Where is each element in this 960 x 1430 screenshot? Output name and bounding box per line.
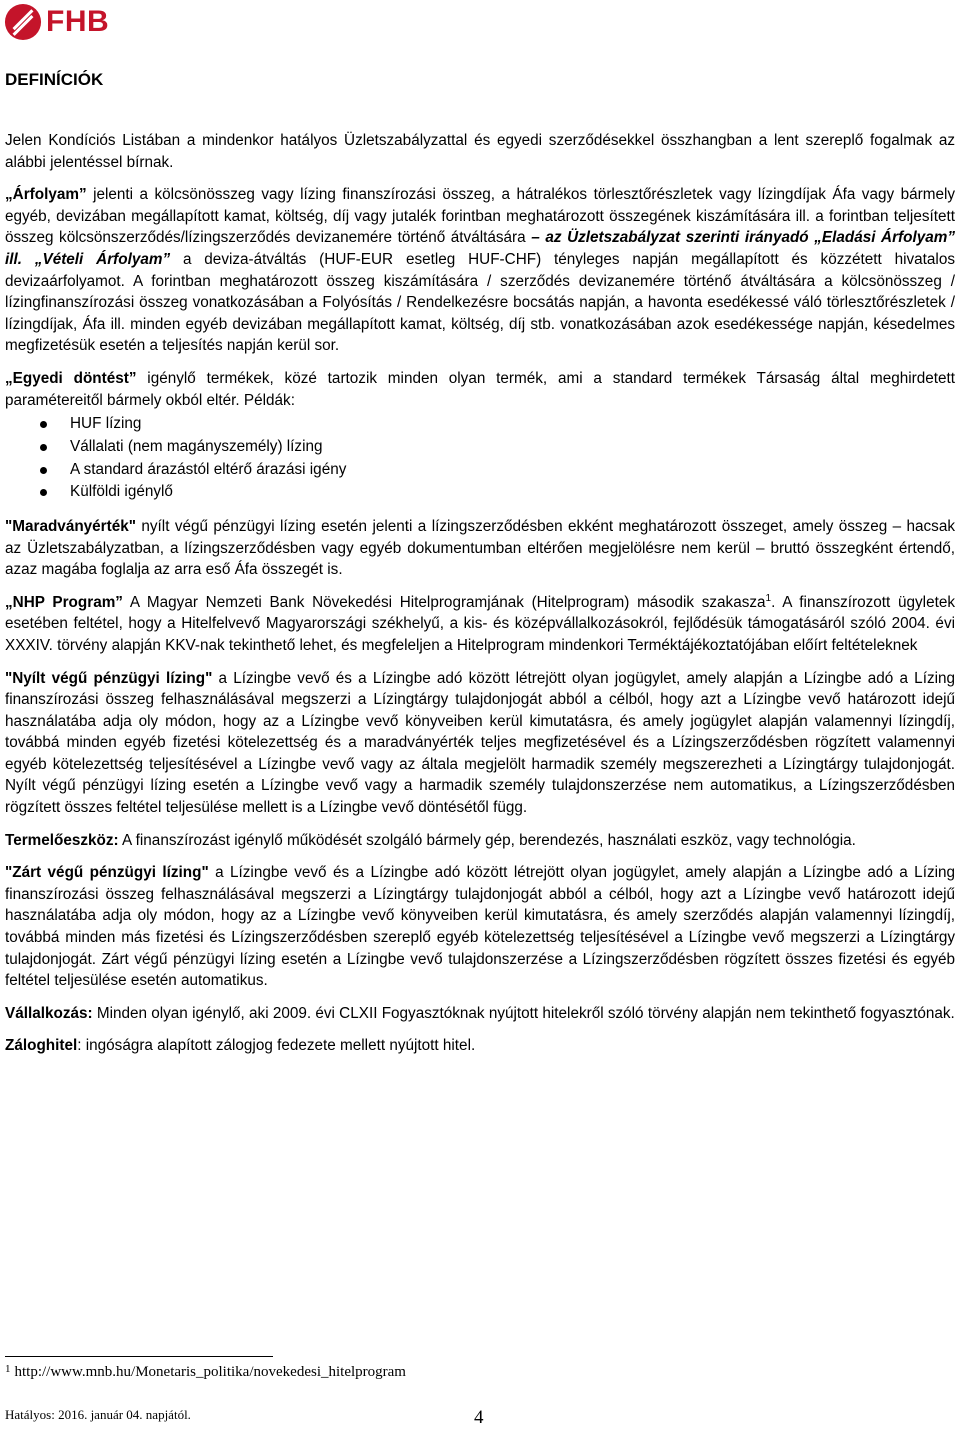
page-title: DEFINÍCIÓK [5,70,104,89]
definition-nhp: „NHP Program” A Magyar Nemzeti Bank Növekedési Hitelprogramjának (Hitelprogram) második szakasza$^1$. A finanszírozott ügyletek esetében feltétel, hogy a Hitelfelvevő Magyarországi székhelyű, a kis- és középvállalkozásokról, fejlődésük támogatásáról szóló 2004. évi XXXIV. törvény alapján KKV-nak tekinthető lehet, és megfeleljen a Hitelprogram mindenkori Terméktájékoztatójában előírt feltételeknek [5,592,955,654]
page-number: 4 [474,1407,484,1428]
fhb-logo-icon [4,3,42,41]
definition-maradvanyertek: "Maradványérték" nyílt végű pénzügyi lízing esetén jelenti a lízingszerződésben ekként meghatározott összeget, amely összeg – hacsak az Üzletszabályzatban, a lízingszerződésben vagy egyéb dokumentumban eltérően megjelölésre nem kerül – bruttó összegként értendő, azaz magába foglalja az arra eső Áfa összegét is. [5,517,955,579]
list-item: Vállalati (nem magányszemély) lízing [70,436,955,459]
term-label: „Egyedi döntést” [5,369,137,387]
fhb-logo [4,2,109,42]
footnote [5,1364,406,1381]
intro-paragraph: Jelen Kondíciós Listában a mindenkor hatályos Üzletszabályzattal és egyedi szerződésekkel összhangban a lent szereplő fogalmak az alábbi jelentéssel bírnak. [5,132,955,171]
definition-vallalkozas: Vállalkozás: Minden olyan igénylő, aki 2009. évi CLXII Fogyasztóknak nyújtott hitelekről szóló törvény alapján nem tekinthető fogyasztónak. [5,1004,955,1022]
term-label: Záloghitel [5,1037,78,1055]
definition-arfolyam: „Árfolyam” jelenti a kölcsönösszeg vagy lízing finanszírozási összeg, a hátralékos törlesztőrészletek vagy lízingdíjak Áfa vagy bármely egyéb, devizában megállapított kamat, költség, díj vagy jutalék forintban meghatározott összegének kiszámítására ill. a forintban teljesített összeg kölcsönszerződés/lízingszerződés devizanemére történő átváltására – az Üzletszabályzat szerinti irányadó „Eladási Árfolyam” ill. „Vételi Árfolyam” a deviza-átváltás (HUF-EUR esetleg HUF-CHF) tényleges napján megállapított és közzétett hivatalos devizaárfolyamot. A forintban meghatározott összeg kiszámítására / szerződés devizanemére történő átváltására a kölcsönösszeg / lízingfinanszírozási összeg vonatkozásában a Folyósítás / Rendelkezésre bocsátás napján, a havonta esedékessé váló törlesztőrészletek / lízingdíjak, Áfa ill. minden egyéb devizában megállapított kamat, költség, díj stb. vonatkozásában azok esedékessége napján, késedelmes megfizetésük esetén a teljesítés napján kerül sor. [5,186,956,355]
footnote-number: 1 [5,1363,11,1375]
term-label: Vállalkozás: [5,1004,93,1022]
definition-zaloghitel: Záloghitel: ingóságra alapított zálogjog fedezete mellett nyújtott hitel. [5,1037,476,1055]
term-label: "Maradványérték" [5,517,136,535]
list-item: HUF lízing [70,413,955,436]
examples-list [5,413,955,504]
definition-nyilt-vegu: "Nyílt végű pénzügyi lízing" a Lízingbe vevő és a Lízingbe adó között létrejött olyan jogügylet, amely alapján a Lízingbe adó a Lízing finanszírozási összeg felhasználásával megszerzi a Lízingtárgy tulajdonjogát abból a célból, hogy azt a Lízingbe vevő határozott idejű használatába adja oly módon, hogy az a Lízingbe vevő könyveiben kerül kimutatásra, és amely jogügylet alapján valamennyi lízingdíj, továbbá minden egyéb fizetési kötelezettség és a maradványérték teljes megfizetésével és a Lízingszerződésben rögzített valamennyi egyéb kötelezettség teljesítésével a Lízingbe vevő vagy az általa megjelölt harmadik személy megszerezheti a Lízingtárgy tulajdonjogát. Nyílt végű pénzügyi lízing esetén a Lízingbe vevő vagy a harmadik személy tulajdonszerzése nem automatikus, a Lízingszerződésben rögzített összes feltétel teljesülése mellett is a Lízingbe vevő döntésétől függ. [5,669,955,817]
definition-egyedi: „Egyedi döntést” igénylő termékek, közé tartozik minden olyan termék, ami a standard termékek Társaság által meghirdetett paramétereitől bármely okból eltér. Példák: [5,369,956,409]
list-item: A standard árazástól eltérő árazási igény [70,459,955,482]
reference-text: – az Üzletszabályzat szerinti irányadó „Eladási Árfolyam” ill. „Vételi Árfolyam” [5,229,956,268]
definition-termeloeszkoz: Termelőeszköz: A finanszírozást igénylő működését szolgáló bármely gép, berendezés, használati eszköz, vagy technológia. [5,831,856,849]
term-label: "Nyílt végű pénzügyi lízing" [5,669,213,687]
list-item: Külföldi igénylő [70,481,955,504]
term-label: „NHP Program” [5,593,123,611]
definition-zart-vegu: "Zárt végű pénzügyi lízing" a Lízingbe vevő és a Lízingbe adó között létrejött olyan jogügylet, amely alapján a Lízingbe adó a Lízing finanszírozási összeg felhasználásával megszerzi a Lízingtárgy tulajdonjogát abból a célból, hogy azt a Lízingbe vevő határozott idejű használatába adja oly módon, hogy az a Lízingbe vevő könyveiben kerül kimutatásra, és amely szerződés alapján valamennyi lízingdíj, továbbá minden más fizetési és Lízingszerződésben szereplő egyéb kötelezettség teljesítésével a Lízingbe vevő megszerzi a Lízingtárgy tulajdonjogát. Zárt végű pénzügyi lízing esetén a Lízingbe vevő tulajdonszerzése a Lízingszerződésben rögzített összes fizetési és egyéb feltétel teljesülése esetén automatikus. [5,864,956,990]
effective-date: Hatályos: 2016. január 04. napjától. [5,1407,191,1422]
term-label: "Zárt végű pénzügyi lízing" [5,864,209,882]
footnote-marker: 1 [765,592,772,604]
logo-text: FHB [46,5,110,38]
definitions-body [5,130,955,1068]
term-label: „Árfolyam” [5,186,87,204]
footnote-divider [5,1356,273,1357]
footnote-url[interactable]: http://www.mnb.hu/Monetaris_politika/novekedesi_hitelprogram [14,1364,406,1380]
term-label: Termelőeszköz: [5,831,119,849]
